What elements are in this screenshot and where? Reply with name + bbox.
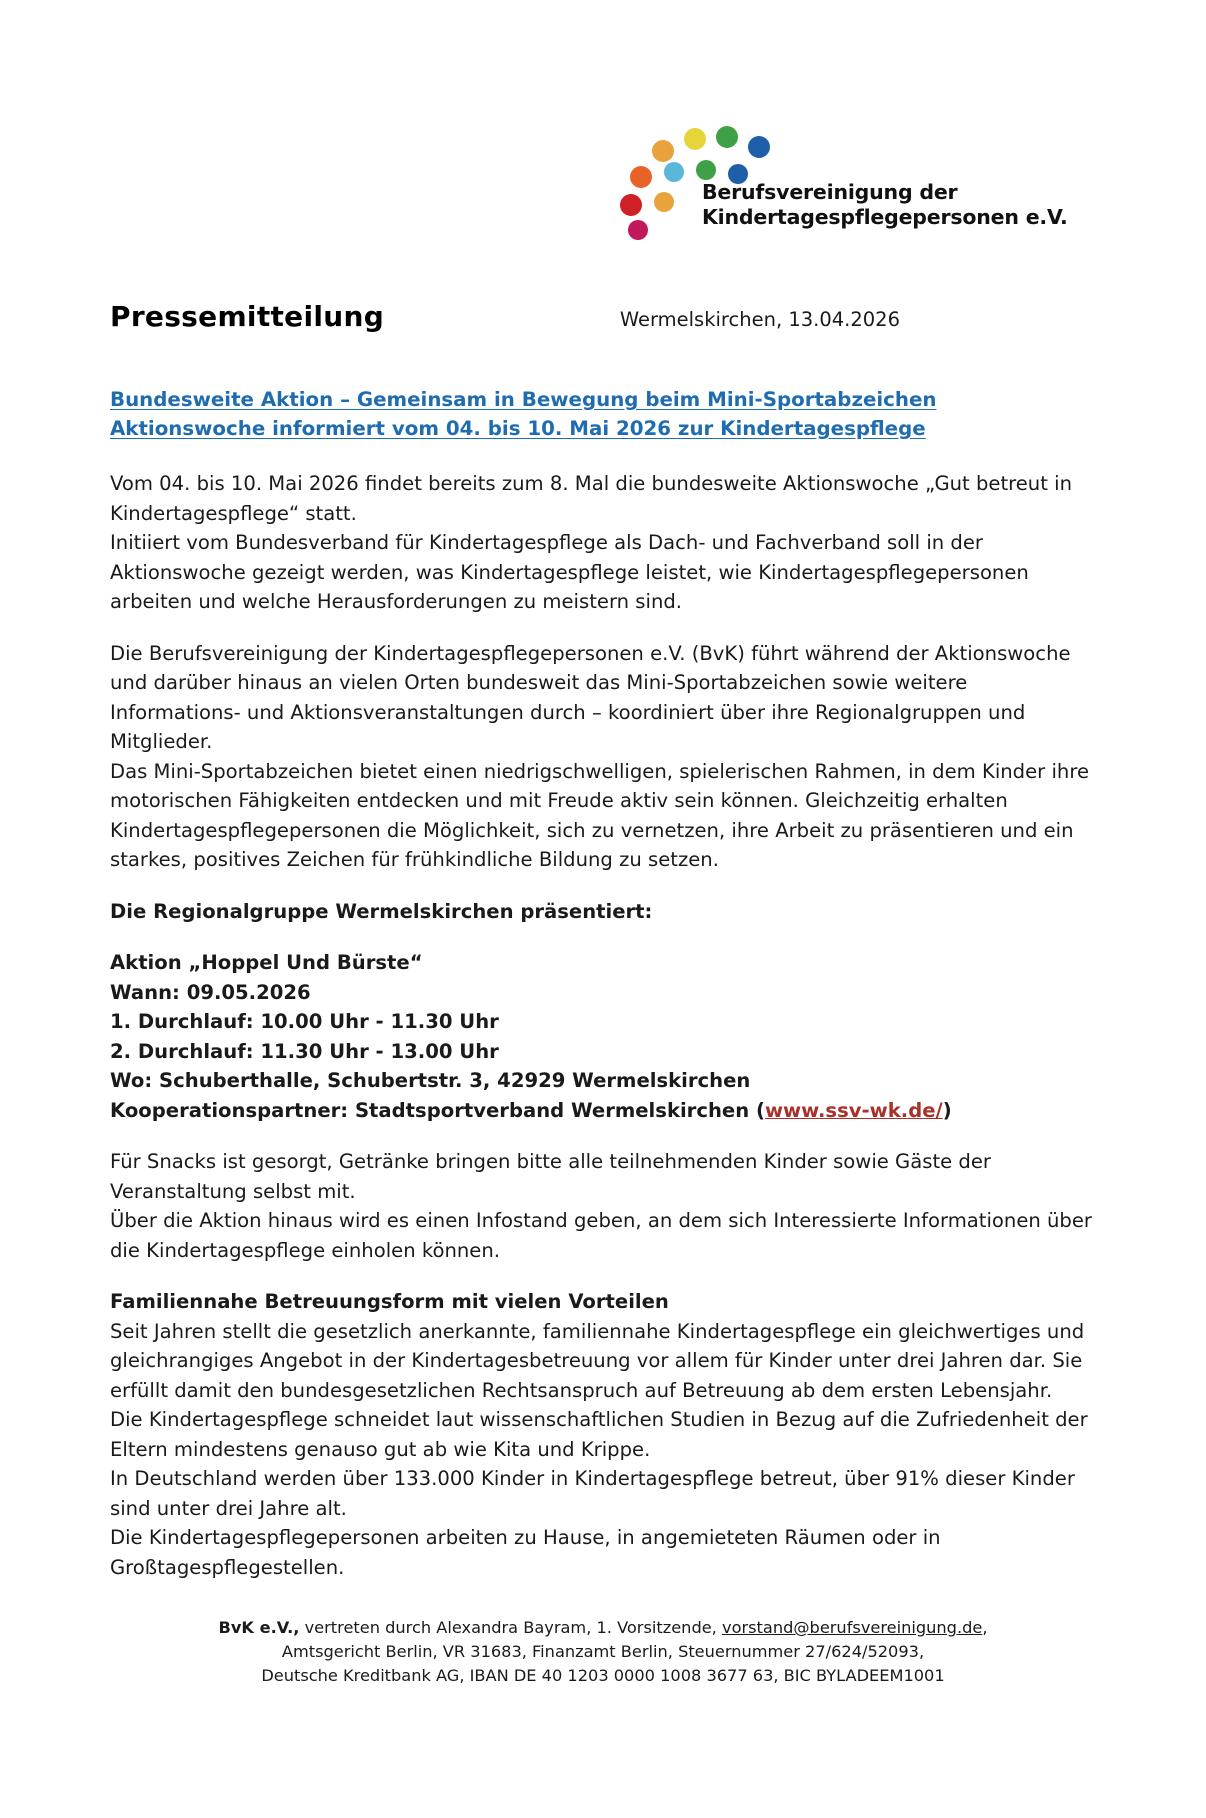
logo-dot-icon — [630, 166, 652, 188]
logo-dot-icon — [684, 128, 706, 150]
footer-rep: vertreten durch Alexandra Bayram, 1. Vorsitzende, — [299, 1618, 722, 1637]
logo-dot-icon — [664, 162, 684, 182]
logo-dot-icon — [628, 220, 648, 240]
footer-line-3: Deutsche Kreditbank AG, IBAN DE 40 1203 0000 1008 3677 63, BIC BYLADEEM1001 — [261, 1666, 945, 1685]
footer — [0, 1616, 1206, 1688]
footer-line-1 — [0, 1616, 1206, 1640]
logo-dot-icon — [716, 126, 738, 148]
paragraph-intro: Vom 04. bis 10. Mai 2026 findet bereits zum 8. Mal die bundesweite Aktionswoche „Gut betreut in Kindertagespflege“ statt. — [110, 472, 1072, 525]
place-date: Wermelskirchen, 13.04.2026 — [619, 308, 900, 331]
event-run-1: 1. Durchlauf: 10.00 Uhr - 11.30 Uhr — [110, 1010, 499, 1033]
paragraph-bvk: Die Berufsvereinigung der Kindertagespflegepersonen e.V. (BvK) führt während der Aktionswoche und darüber hinaus an vielen Orten bundesweit das Mini-Sportabzeichen sowie weitere Informations- und Aktionsveranstaltungen durch – koordiniert über ihre Regionalgruppen und Mitglieder. — [110, 641, 1071, 753]
paragraph-family-care: Seit Jahren stellt die gesetzlich anerkannte, familiennahe Kindertagespflege ein gleichwertiges und gleichrangiges Angebot in der Kindertagesbetreuung vor allem für Kinder unter drei Jahren dar. Sie erfüllt damit den bundesgesetzlichen Rechtsanspruch auf Betreuung ab dem ersten Lebensjahr. — [110, 1319, 1085, 1402]
event-partner — [110, 1096, 1096, 1126]
partner-website-link[interactable]: www.ssv-wk.de/ — [764, 1098, 943, 1122]
paragraph-statistics: In Deutschland werden über 133.000 Kinder in Kindertagespflege betreut, über 91% dieser Kinder sind unter drei Jahre alt. — [110, 1467, 1075, 1520]
bvk-logo — [612, 118, 1082, 253]
event-when: Wann: 09.05.2026 — [110, 980, 311, 1004]
paragraph-snacks: Für Snacks ist gesorgt, Getränke bringen bitte alle teilnehmenden Kinder sowie Gäste der Veranstaltung selbst mit. — [110, 1150, 991, 1203]
paragraph-initiator: Initiiert vom Bundesverband für Kindertagespflege als Dach- und Fachverband soll in der Aktionswoche gezeigt werden, was Kindertagespflege leistet, wie Kindertagespflegepersonen arbeiten und welche Herausforderungen zu meistern sind. — [110, 531, 1029, 613]
headline — [110, 385, 1096, 443]
event-partner-prefix: Kooperationspartner: Stadtsportverband Wermelskirchen ( — [110, 1098, 765, 1122]
family-section-heading: Familiennahe Betreuungsform mit vielen Vorteilen — [110, 1290, 669, 1313]
logo-text — [702, 180, 1068, 230]
paragraph-studies: Die Kindertagespflege schneidet laut wissenschaftlichen Studien in Bezug auf die Zufriedenheit der Eltern mindestens genauso gut ab wie Kita und Krippe. — [110, 1408, 1088, 1461]
event-partner-suffix: ) — [942, 1098, 952, 1122]
logo-text-line2: Kindertagespflegepersonen e.V. — [702, 205, 1068, 229]
headline-line-2: Aktionswoche informiert vom 04. bis 10. Mai 2026 zur Kindertagespflege — [110, 417, 926, 440]
event-title: Aktion „Hoppel Und Bürste“ — [110, 951, 423, 974]
paragraph-mini-sportabzeichen: Das Mini-Sportabzeichen bietet einen niedrigschwelligen, spielerischen Rahmen, in dem Kinder ihre motorischen Fähigkeiten entdecken und mit Freude aktiv sein können. Gleichzeitig erhalten Kindertagespflegepersonen die Möglichkeit, sich zu vernetzen, ihre Arbeit zu präsentieren und ein starkes, positives Zeichen für frühkindliche Bildung zu setzen. — [110, 759, 1089, 871]
paragraph-workplaces: Die Kindertagespflegepersonen arbeiten zu Hause, in angemieteten Räumen oder in Großtagespflegestellen. — [110, 1526, 941, 1579]
event-where: Wo: Schuberthalle, Schubertstr. 3, 42929 Wermelskirchen — [110, 1069, 751, 1092]
footer-line1-end: , — [982, 1618, 988, 1637]
event-run-2: 2. Durchlauf: 11.30 Uhr - 13.00 Uhr — [110, 1039, 499, 1063]
logo-dot-icon — [620, 194, 642, 216]
logo-dot-icon — [652, 140, 674, 162]
header — [110, 300, 1096, 333]
headline-line-1: Bundesweite Aktion – Gemeinsam in Bewegung beim Mini-Sportabzeichen — [110, 388, 937, 411]
page-title: Pressemitteilung — [110, 300, 385, 333]
footer-line-2: Amtsgericht Berlin, VR 31683, Finanzamt Berlin, Steuernummer 27/624/52093, — [281, 1642, 925, 1661]
footer-org: BvK e.V., — [218, 1618, 300, 1637]
logo-text-line1: Berufsvereinigung der — [702, 180, 958, 204]
logo-dot-icon — [696, 160, 716, 180]
event-details — [110, 948, 1096, 1125]
footer-email-link[interactable]: vorstand@berufsvereinigung.de — [721, 1618, 983, 1637]
regional-group-heading: Die Regionalgruppe Wermelskirchen präsentiert: — [110, 899, 653, 923]
logo-dot-icon — [654, 192, 674, 212]
document-body — [110, 385, 1096, 1582]
paragraph-infostand: Über die Aktion hinaus wird es einen Infostand geben, an dem sich Interessierte Informationen über die Kindertagespflege einholen können. — [110, 1209, 1092, 1262]
logo-dot-icon — [748, 136, 770, 158]
